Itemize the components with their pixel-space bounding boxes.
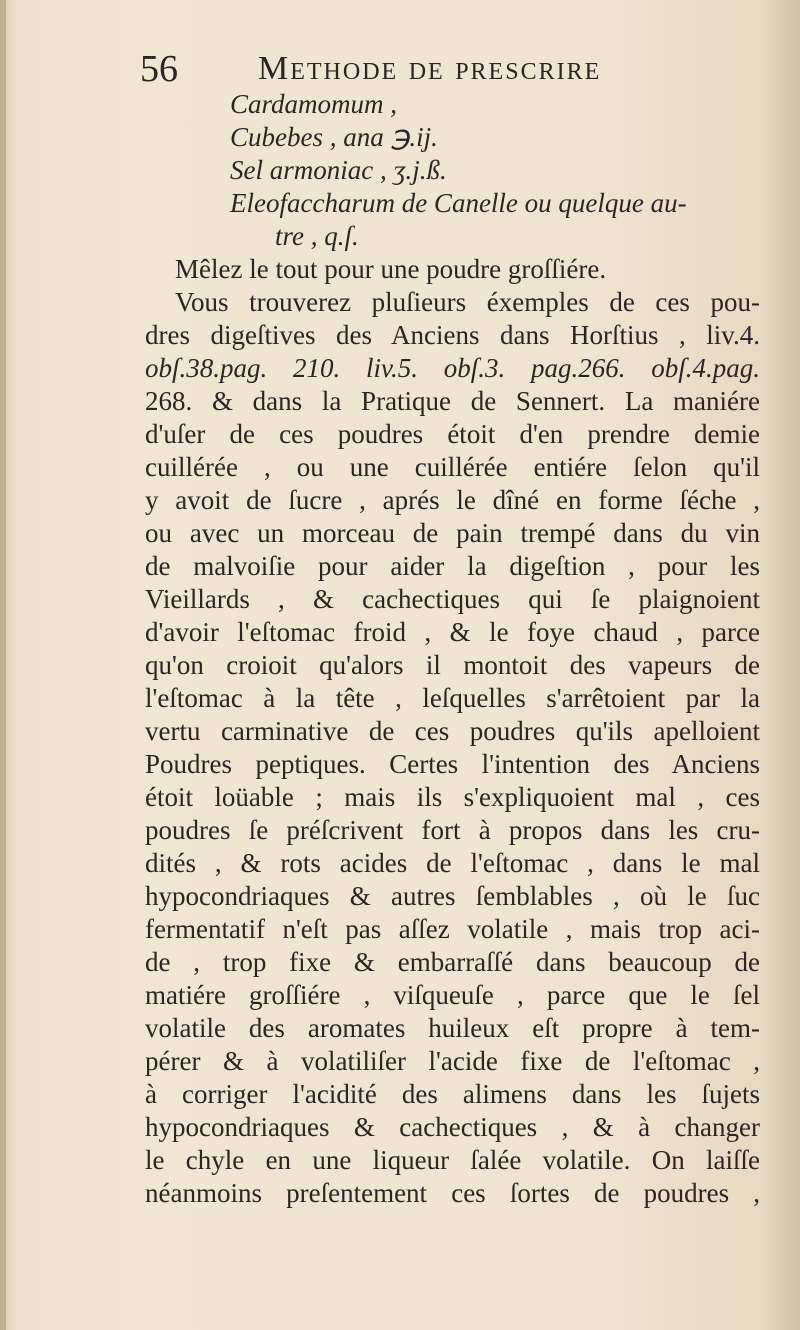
body-line: de , trop fixe & embarraſſé dans beaucoup de (145, 947, 760, 977)
body-line: Vous trouverez pluſieurs éxemples de ces pou- (175, 287, 760, 317)
body-line: hypocondriaques & cachectiques , & à changer (145, 1112, 760, 1142)
body-line: à corriger l'acidité des alimens dans les ſujets (145, 1079, 760, 1109)
body-line: vertu carminative de ces poudres qu'ils apelloient (145, 716, 760, 746)
body-line: obſ.38.pag. 210. liv.5. obſ.3. pag.266. obſ.4.pag. (145, 353, 760, 383)
body-line: néanmoins preſentement ces ſortes de poudres , (145, 1178, 760, 1208)
body-line: volatile des aromates huileux eſt propre à tem- (145, 1013, 760, 1043)
body-line: Mêlez le tout pour une poudre groſſiére. (175, 254, 607, 284)
body-line: de malvoiſie pour aider la digeſtion , pour les (145, 551, 760, 581)
body-line: d'avoir l'eſtomac froid , & le foye chaud , parce (145, 617, 760, 647)
body-line: y avoit de ſucre , aprés le dîné en forme ſéche , (145, 485, 760, 515)
body-line: d'uſer de ces poudres étoit d'en prendre demie (145, 419, 760, 449)
body-line: hypocondriaques & autres ſemblables , où le ſuc (145, 881, 760, 911)
body-line: Poudres peptiques. Certes l'intention des Anciens (145, 749, 760, 779)
body-line: pérer & à volatiliſer l'acide fixe de l'eſtomac , (145, 1046, 760, 1076)
body-line: dités , & rots acides de l'eſtomac , dans le mal (145, 848, 760, 878)
page-gutter (0, 0, 6, 1330)
body-line: dres digeſtives des Anciens dans Horſtius , liv.4. (145, 320, 760, 350)
page-header (140, 44, 740, 94)
body-line: matiére groſſiére , viſqueuſe , parce que le ſel (145, 980, 760, 1010)
body-line: fermentatif n'eſt pas aſſez volatile , mais trop aci- (145, 914, 760, 944)
recipe-line: tre , q.ſ. (275, 221, 359, 251)
body-line: le chyle en une liqueur ſalée volatile. On laiſſe (145, 1145, 760, 1175)
page-number: 56 (140, 48, 178, 90)
body-line: cuillérée , ou une cuillérée entiére ſelon qu'il (145, 452, 760, 482)
recipe-line: Cubebes , ana ℈.ij. (230, 122, 438, 152)
body-line: 268. & dans la Pratique de Sennert. La maniére (145, 386, 760, 416)
running-head: Methode de prescrire (258, 50, 602, 87)
recipe-line: Cardamomum , (230, 89, 398, 119)
body-line: l'eſtomac à la tête , leſquelles s'arrêtoient par la (145, 683, 760, 713)
body-line: ou avec un morceau de pain trempé dans du vin (145, 518, 760, 548)
body-line: Vieillards , & cachectiques qui ſe plaignoient (145, 584, 760, 614)
recipe-line: Sel armoniac , ʒ.j.ß. (230, 155, 447, 185)
body-line: étoit loüable ; mais ils s'expliquoient mal , ces (145, 782, 760, 812)
body-line: poudres ſe préſcrivent fort à propos dans les cru- (145, 815, 760, 845)
recipe-line: Eleofaccharum de Canelle ou quelque au- (230, 188, 687, 218)
body-line: qu'on croioit qu'alors il montoit des vapeurs de (145, 650, 760, 680)
text-block (145, 88, 760, 1210)
